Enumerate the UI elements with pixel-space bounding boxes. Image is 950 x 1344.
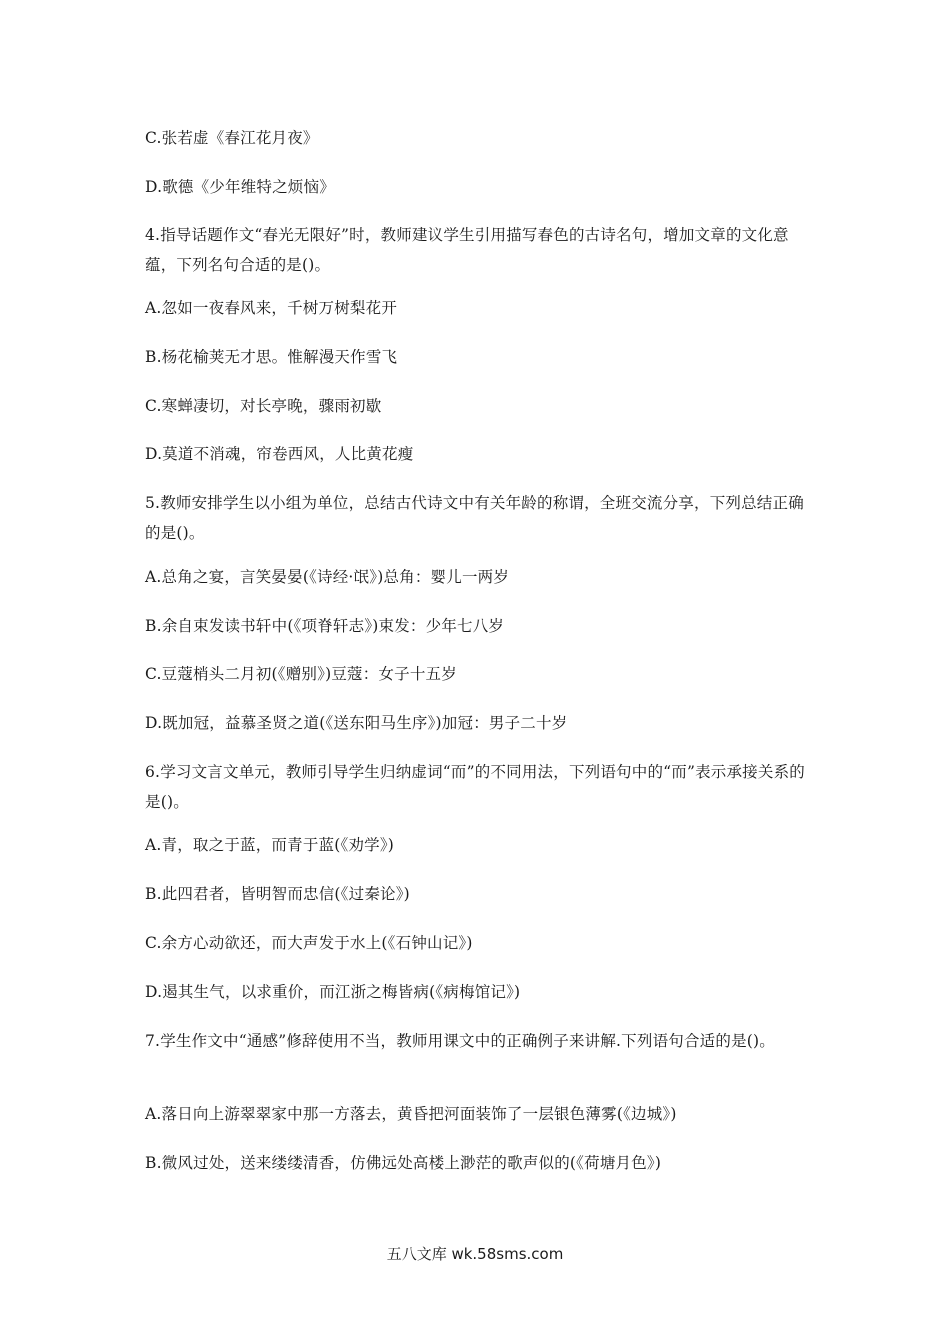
option-6d: D.遏其生气，以求重价，而江浙之梅皆病(《病梅馆记》): [145, 983, 521, 1001]
option-4b: B.杨花榆荚无才思。惟解漫天作雪飞: [145, 348, 398, 366]
option-3d: D.歌德《少年维特之烦恼》: [145, 178, 335, 196]
option-4c: C.寒蝉凄切，对长亭晚，骤雨初歇: [145, 397, 382, 415]
question-5: 5.教师安排学生以小组为单位，总结古代诗文中有关年龄的称谓，全班交流分享，下列总结正确的是()。: [145, 494, 804, 542]
option-5a: A.总角之宴，言笑晏晏(《诗经·氓》)总角：婴儿一两岁: [145, 568, 510, 586]
option-7b: B.微风过处，送来缕缕清香，仿佛远处高楼上渺茫的歌声似的(《荷塘月色》): [145, 1154, 662, 1172]
option-6a: A.青，取之于蓝，而青于蓝(《劝学》): [145, 836, 395, 854]
option-5b: B.余自束发读书轩中(《项脊轩志》)束发：少年七八岁: [145, 617, 505, 635]
question-6: 6.学习文言文单元，教师引导学生归纳虚词“而”的不同用法，下列语句中的“而”表示承接关系的是()。: [145, 763, 805, 811]
option-5c: C.豆蔻梢头二月初(《赠别》)豆蔻：女子十五岁: [145, 665, 457, 683]
option-4a: A.忽如一夜春风来，千树万树梨花开: [145, 299, 398, 317]
option-3c: C.张若虚《春江花月夜》: [145, 129, 319, 147]
option-4d: D.莫道不消魂，帘卷西风，人比黄花瘦: [145, 445, 414, 463]
question-4: 4.指导话题作文“春光无限好”时，教师建议学生引用描写春色的古诗名句，增加文章的文化意蕴，下列名句合适的是()。: [145, 226, 789, 274]
option-7a: A.落日向上游翠翠家中那一方落去，黄昏把河面装饰了一层银色薄雾(《边城》): [145, 1105, 677, 1123]
option-5d: D.既加冠，益慕圣贤之道(《送东阳马生序》)加冠：男子二十岁: [145, 714, 568, 732]
footer-watermark: 五八文库 wk.58sms.com: [386, 1245, 564, 1263]
option-6b: B.此四君者，皆明智而忠信(《过秦论》): [145, 885, 410, 903]
question-7: 7.学生作文中“通感”修辞使用不当，教师用课文中的正确例子来讲解.下列语句合适的是()。: [145, 1032, 775, 1050]
option-6c: C.余方心动欲还，而大声发于水上(《石钟山记》): [145, 934, 473, 952]
